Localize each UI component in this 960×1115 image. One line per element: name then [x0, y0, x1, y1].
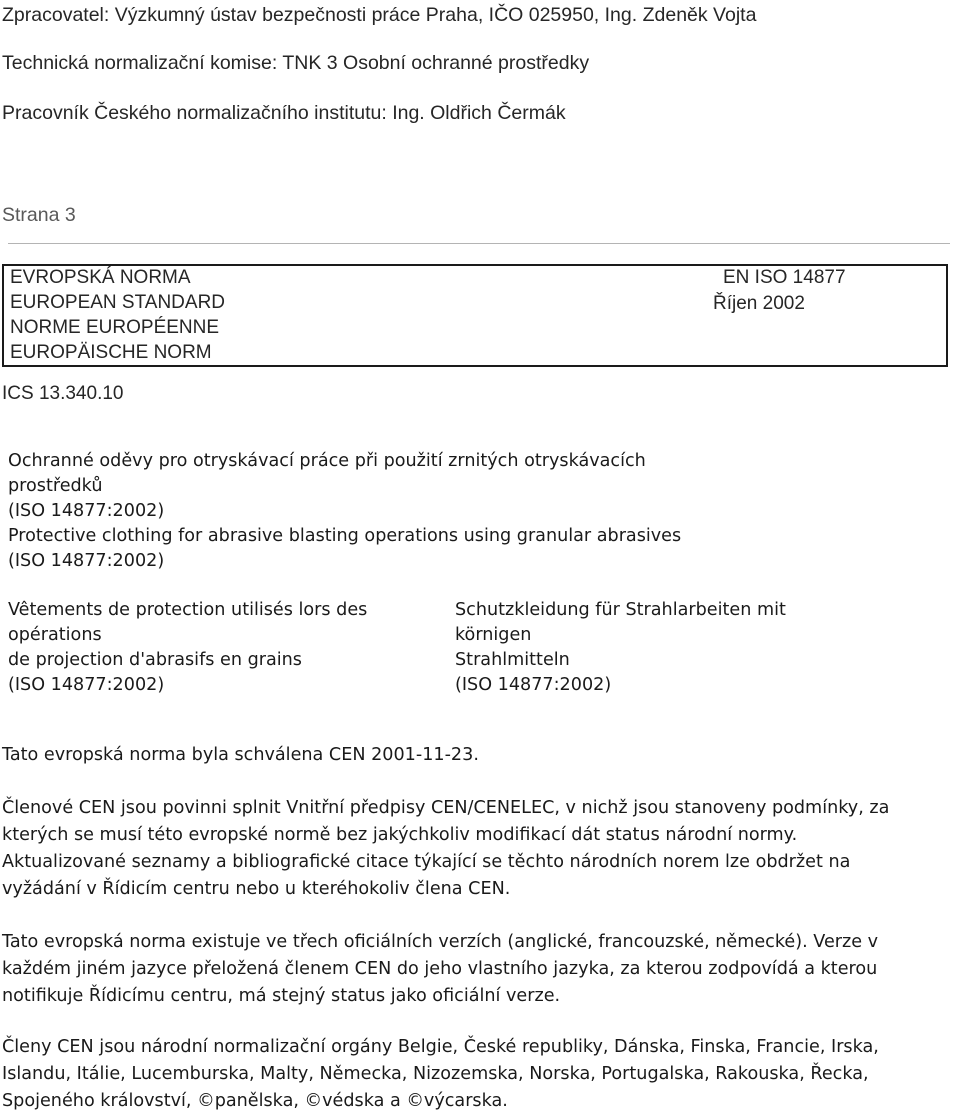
title-english: Protective clothing for abrasive blasting operations using granular abrasives	[8, 526, 682, 546]
header-line-committee: Technická normalizační komise: TNK 3 Osobní ochranné prostředky	[2, 52, 590, 74]
header-line-institute: Pracovník Českého normalizačního institutu: Ing. Oldřich Čermák	[2, 102, 566, 124]
title-german-line-1: Schutzkleidung für Strahlarbeiten mit	[455, 600, 786, 620]
title-czech-line-1: Ochranné oděvy pro otryskávací práce při použití zrnitých otryskávacích	[8, 451, 646, 471]
title-english-ref: (ISO 14877:2002)	[8, 551, 165, 571]
title-french-line-3: de projection d'abrasifs en grains	[8, 650, 302, 670]
title-czech-line-2: prostředků	[8, 476, 103, 496]
standard-date: Říjen 2002	[713, 293, 805, 314]
paragraph-line: Tato evropská norma existuje ve třech oficiálních verzích (anglické, francouzské, německé). Verze v	[2, 932, 879, 952]
title-german-ref: (ISO 14877:2002)	[455, 675, 612, 695]
title-czech-ref: (ISO 14877:2002)	[8, 501, 165, 521]
paragraph-line: notifikuje Řídicímu centru, má stejný status jako oficiální verze.	[2, 986, 561, 1006]
paragraph-members-rules	[2, 795, 960, 903]
norm-name-en: EUROPEAN STANDARD	[10, 292, 226, 313]
paragraph-line: každém jiném jazyce přeložená členem CEN do jeho vlastního jazyka, za kterou zodpovídá a kterou	[2, 959, 878, 979]
norm-name-cz: EVROPSKÁ NORMA	[10, 267, 191, 288]
norm-name-fr: NORME EUROPÉENNE	[10, 317, 220, 338]
title-french-line-1: Vêtements de protection utilisés lors des	[8, 600, 368, 620]
standard-title-box	[2, 264, 948, 367]
paragraph-line: Členy CEN jsou národní normalizační orgány Belgie, České republiky, Dánska, Finska, Francie, Irska,	[2, 1037, 879, 1057]
standard-number: EN ISO 14877	[723, 267, 846, 288]
title-german-line-2: körnigen	[455, 625, 532, 645]
page-number: Strana 3	[2, 204, 76, 226]
paragraph-line: vyžádání v Řídicím centru nebo u kteréhokoliv člena CEN.	[2, 879, 511, 899]
paragraph-line: kterých se musí této evropské normě bez jakýchkoliv modifikací dát status národní normy.	[2, 825, 798, 845]
header-divider	[8, 243, 950, 244]
paragraph-members-list	[2, 1034, 960, 1115]
paragraph-line: Aktualizované seznamy a bibliografické citace týkající se těchto národních norem lze obdržet na	[2, 852, 851, 872]
title-german-line-3: Strahlmitteln	[455, 650, 570, 670]
paragraph-line: Spojeného království, ©panělska, ©védska a ©výcarska.	[2, 1091, 508, 1111]
paragraph-line: Členové CEN jsou povinni splnit Vnitřní předpisy CEN/CENELEC, v nichž jsou stanoveny podmínky, za	[2, 798, 890, 818]
paragraph-line: Islandu, Itálie, Lucemburska, Malty, Německa, Nizozemska, Norska, Portugalska, Rakouska, Řecka,	[2, 1064, 869, 1084]
approval-statement: Tato evropská norma byla schválena CEN 2001-11-23.	[2, 745, 479, 765]
norm-name-de: EUROPÄISCHE NORM	[10, 342, 212, 363]
title-french-line-2: opérations	[8, 625, 102, 645]
paragraph-versions	[2, 929, 960, 1010]
ics-code: ICS 13.340.10	[2, 383, 124, 404]
header-line-processor: Zpracovatel: Výzkumný ústav bezpečnosti práce Praha, IČO 025950, Ing. Zdeněk Vojta	[2, 4, 757, 26]
title-french-ref: (ISO 14877:2002)	[8, 675, 165, 695]
